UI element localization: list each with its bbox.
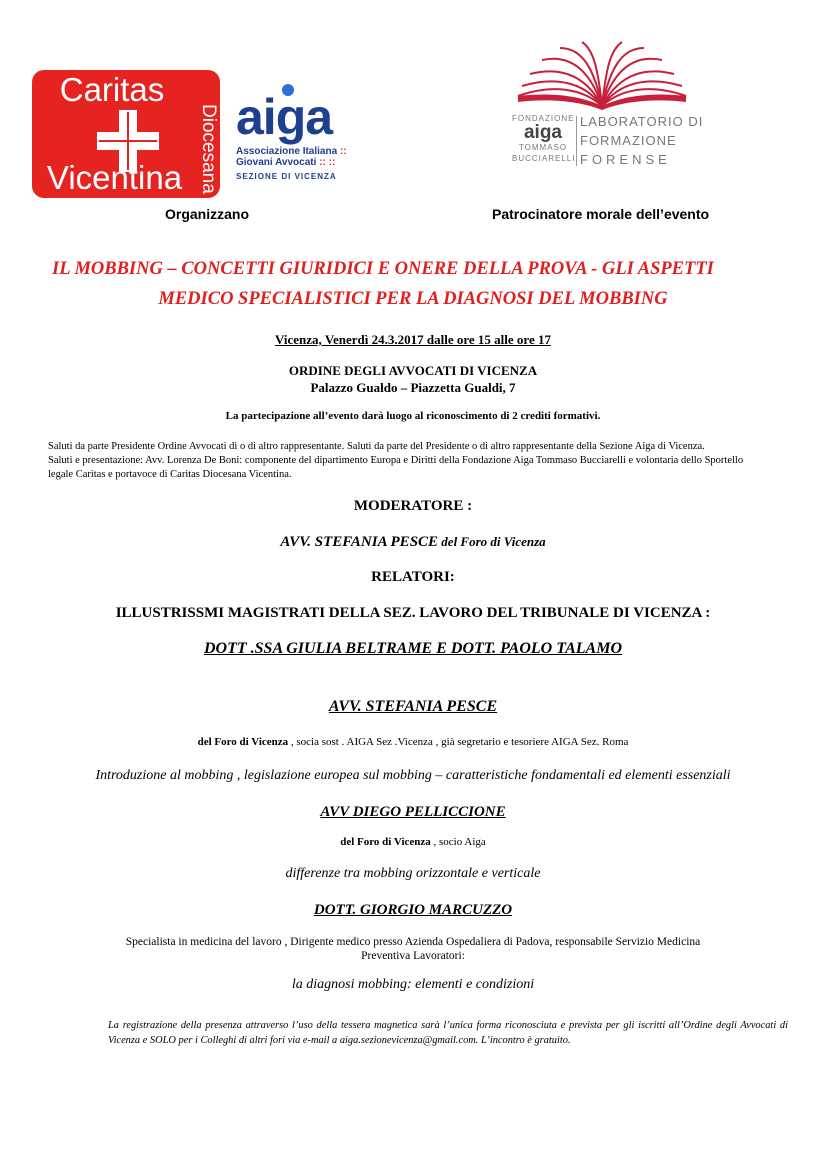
- open-book-icon: [512, 40, 692, 110]
- speaker-affiliation: del Foro di Vicenza , socio Aiga: [340, 836, 486, 848]
- event-title-line2: MEDICO SPECIALISTICI PER LA DIAGNOSI DEL MOBBING: [158, 289, 668, 309]
- aiga-logo-word: aiga: [236, 89, 333, 145]
- organizzano-label: Organizzano: [165, 206, 250, 222]
- laboratorio-logo-fondazione: FONDAZIONE aiga TOMMASO BUCCIARELLI: [512, 114, 576, 163]
- aiga-logo-subtitle: Associazione Italiana :: Giovani Avvocati :: ::: [236, 146, 347, 168]
- event-title-line1: IL MOBBING – CONCETTI GIURIDICI E ONERE DELLA PROVA - GLI ASPETTI: [52, 259, 714, 279]
- venue-address: Palazzo Gualdo – Piazzetta Gualdi, 7: [310, 380, 516, 395]
- moderatore-name: AVV. STEFANIA PESCE: [280, 534, 439, 550]
- patrocinatore-label: Patrocinatore morale dell’evento: [492, 206, 710, 222]
- speaker-name: AVV. STEFANIA PESCE: [328, 698, 498, 715]
- caritas-logo: [32, 70, 220, 198]
- speaker-affiliation: del Foro di Vicenza , socia sost . AIGA Sez .Vicenza , già segretario e tesoriere AIGA Sez. Roma: [197, 736, 629, 748]
- saluti-line3: legale Caritas e portavoce di Caritas Diocesana Vicentina.: [48, 469, 292, 480]
- credits-note: La partecipazione all’evento darà luogo al riconoscimento di 2 crediti formativi.: [225, 410, 601, 422]
- speaker-topic: differenze tra mobbing orizzontale e verticale: [285, 866, 541, 881]
- magistrati-heading: ILLUSTRISSMI MAGISTRATI DELLA SEZ. LAVORO DEL TRIBUNALE DI VICENZA :: [115, 605, 711, 621]
- speaker-topic: Introduzione al mobbing , legislazione europea sul mobbing – caratteristiche fondamentali ed elementi essenziali: [95, 768, 731, 783]
- speaker-name: DOTT. GIORGIO MARCUZZO: [313, 902, 513, 918]
- relatori-heading: RELATORI:: [371, 569, 455, 585]
- laboratorio-logo: [512, 40, 704, 172]
- aiga-logo-line1: Associazione Italiana: [236, 146, 338, 157]
- magistrati-names: DOTT .SSA GIULIA BELTRAME E DOTT. PAOLO TALAMO: [204, 640, 622, 657]
- speaker-name: AVV DIEGO PELLICCIONE: [320, 804, 506, 820]
- caritas-logo-line1: Caritas: [59, 71, 165, 108]
- event-datetime: Vicenza, Venerdì 24.3.2017 dalle ore 15 alle ore 17: [275, 332, 551, 347]
- saluti-paragraph: [48, 440, 788, 482]
- caritas-logo-vertical: Diocesana: [198, 104, 219, 194]
- saluti-line2: Saluti e presentazione: Avv. Lorenza De Boni: componente del dipartimento Europa e Diritti della Fondazione Aiga Tommaso Bucciarelli e volontaria dello Sportello: [48, 455, 744, 466]
- speaker-topic: la diagnosi mobbing: elementi e condizioni: [291, 977, 535, 992]
- moderatore-suffix: del Foro di Vicenza: [438, 534, 546, 549]
- aiga-logo: [232, 84, 364, 188]
- moderatore-line: [0, 534, 826, 551]
- aiga-logo-sezione: SEZIONE DI VICENZA: [236, 172, 337, 181]
- laboratorio-logo-divider: [576, 116, 577, 166]
- saluti-line1: Saluti da parte Presidente Ordine Avvocati di o di altro rappresentante. Saluti da parte del Presidente o di altro rappresentante della Sezione Aiga di Vicenza.: [48, 441, 705, 452]
- registration-footnote: La registrazione della presenza attraverso l’uso della tessera magnetica sarà l’unica forma riconosciuta e prevista per gli iscritti all’Ordine degli Avvocati di Vicenza e SOLO per i Colleghi di altri fori via e-mail a aiga.sezionevicenza@gmail.com. L’incontro è gratuito.: [108, 1020, 788, 1046]
- moderatore-heading: MODERATORE :: [353, 498, 473, 514]
- laboratorio-logo-text: LABORATORIO DI FORMAZIONE FORENSE: [580, 114, 704, 167]
- speaker-affiliation: Specialista in medicina del lavoro , Dirigente medico presso Azienda Ospedaliera di Padova, responsabile Servizio Medicina Preventiva Lavoratori:: [125, 936, 701, 962]
- aiga-logo-line2: Giovani Avvocati: [236, 157, 317, 168]
- caritas-logo-line2: Vicentina: [46, 159, 183, 196]
- venue-name: ORDINE DEGLI AVVOCATI DI VICENZA: [288, 363, 538, 378]
